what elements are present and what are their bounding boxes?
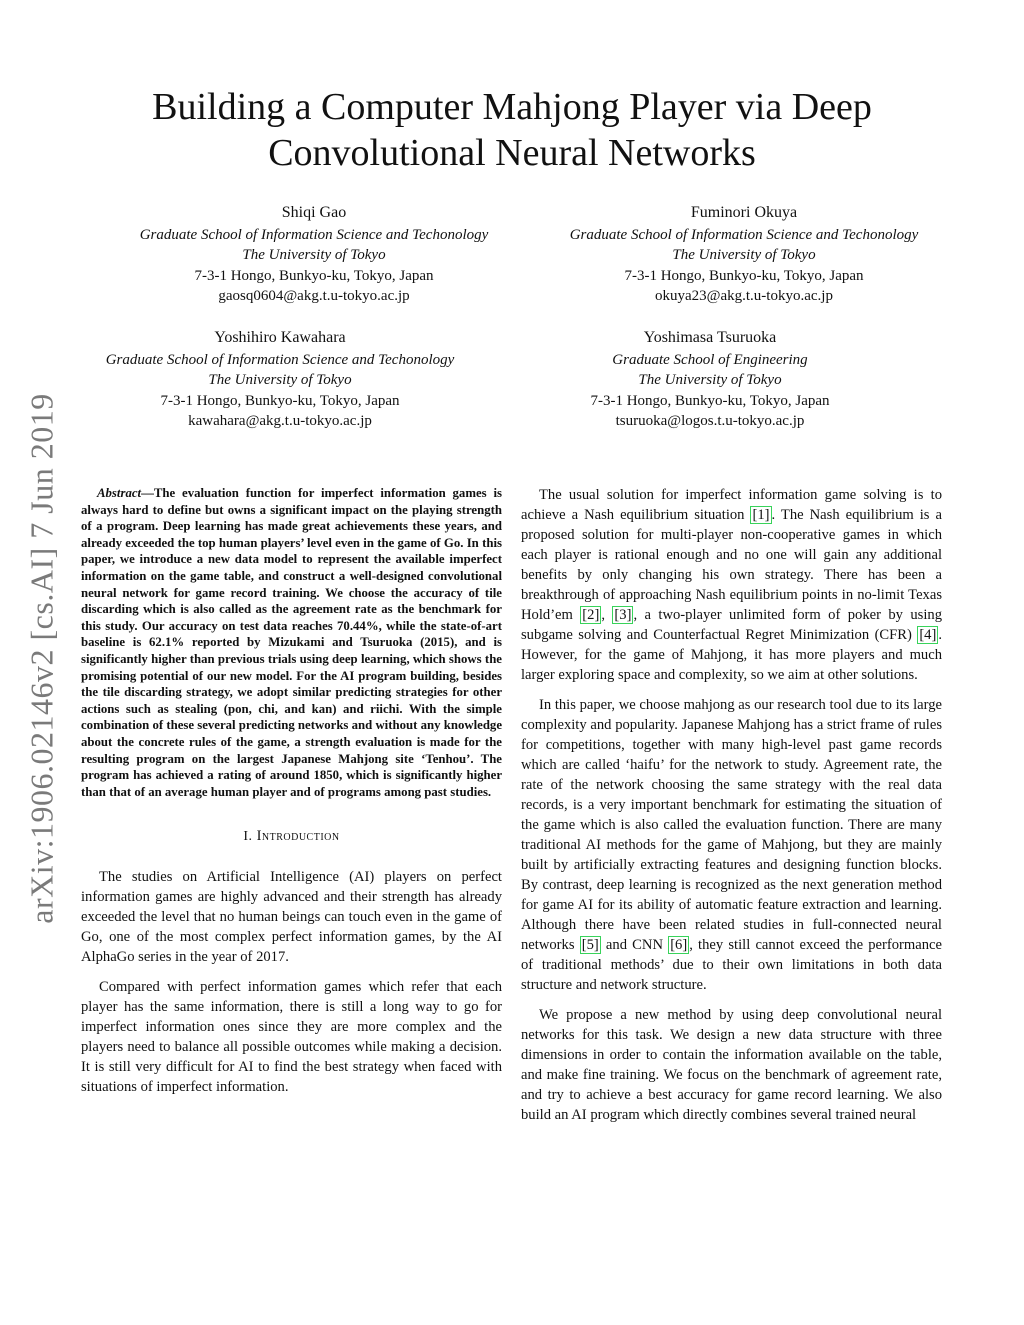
text-run: . However, for the game of Mahjong, it has more players and much larger exploring space and complexity, so we aim at other solutions. — [521, 627, 942, 683]
left-column — [81, 485, 502, 1107]
author-block-2 — [524, 203, 964, 307]
author-univ: The University of Tokyo — [672, 247, 816, 263]
text-run: , a two-player unlimited form of poker by using subgame solving and Counterfactual Regret Minimization (CFR) — [521, 607, 943, 643]
author-email: gaosq0604@akg.t.u-tokyo.ac.jp — [218, 288, 410, 304]
right-column — [521, 485, 942, 1135]
title-line-1: Building a Computer Mahjong Player via Deep — [152, 86, 872, 128]
author-block-4 — [490, 328, 930, 432]
citation-link-5[interactable]: [5] — [581, 937, 599, 953]
author-name: Yoshimasa Tsuruoka — [643, 329, 777, 346]
text-run: The usual solution for imperfect information game solving is to achieve a Nash equilibrium situation — [521, 487, 942, 523]
text-run: and CNN — [600, 937, 669, 953]
author-email: kawahara@akg.t.u-tokyo.ac.jp — [188, 413, 372, 429]
right-paragraph-1 — [521, 485, 942, 685]
text-run: , they still cannot exceed the performance of traditional methods’ due to their own limitations in both data structure and network structure. — [521, 937, 942, 993]
text-run: , — [601, 607, 613, 623]
citation-link-1[interactable]: [1] — [752, 507, 770, 523]
title-line-2: Convolutional Neural Networks — [268, 132, 756, 174]
citation-link-4[interactable]: [4] — [919, 627, 937, 643]
author-address: 7-3-1 Hongo, Bunkyo-ku, Tokyo, Japan — [160, 392, 400, 409]
author-block-1 — [94, 203, 534, 307]
author-email: tsuruoka@logos.t.u-tokyo.ac.jp — [615, 413, 805, 429]
author-name: Yoshihiro Kawahara — [214, 329, 346, 346]
section-number: I. — [243, 829, 253, 845]
author-dept: Graduate School of Information Science and Techonology — [569, 226, 919, 243]
text-run: In this paper, we choose mahjong as our research tool due to its large complexity and popularity. Japanese Mahjong has a strict frame of rules for competitions, together with many high-level past game records which are called ‘haifu’ for the network to study. Agreement rate, the rate of the network choosing the same strategy with the real data records, is a very important benchmark for estimating the situation of the game which is also called the evaluation function. There are many traditional AI methods for the game of Mahjong, but they are mainly built by artificially extracting features and designing function blocks. By contrast, deep learning is recognized as the next generation method for game AI for its ability of automatic feature extraction and learning. Although there have been related studies in full-connected neural networks — [521, 697, 942, 953]
citation-link-2[interactable]: [2] — [582, 607, 600, 623]
right-paragraph-2 — [521, 695, 942, 995]
author-address: 7-3-1 Hongo, Bunkyo-ku, Tokyo, Japan — [624, 267, 864, 284]
paper-title — [80, 84, 944, 176]
citation-link-6[interactable]: [6] — [670, 937, 688, 953]
section-title: Introduction — [256, 828, 340, 845]
text-run: . The Nash equilibrium is a proposed solution for multi-player non-cooperative games in which each player is rational enough and no one will gain any additional benefits by only changing his own strategy. There has been a breakthrough of approaching Nash equilibrium points in no-limit Texas Hold’em — [521, 507, 942, 623]
author-name: Fuminori Okuya — [690, 204, 798, 221]
author-dept: Graduate School of Information Science and Techonology — [139, 226, 489, 243]
arxiv-stamp — [18, 378, 66, 938]
author-block-3 — [60, 328, 500, 432]
author-univ: The University of Tokyo — [208, 372, 352, 388]
intro-paragraph-2: Compared with perfect information games which refer that each player has the same information, there is still a long way to go for imperfect information ones since they are more complex and the players need to balance all possible outcomes while making a decision. It is still very difficult for AI to find the best strategy when faced with situations of imperfect information. — [81, 979, 502, 1096]
author-email: okuya23@akg.t.u-tokyo.ac.jp — [655, 288, 833, 304]
citation-link-3[interactable]: [3] — [614, 607, 632, 623]
author-name: Shiqi Gao — [281, 204, 347, 221]
abstract-label: Abstract — [97, 486, 142, 500]
author-address: 7-3-1 Hongo, Bunkyo-ku, Tokyo, Japan — [194, 267, 434, 284]
right-paragraph-3: We propose a new method by using deep convolutional neural networks for this task. We design a new data structure with three dimensions in order to contain the information available on the table, and make fine training. We focus on the benchmark of agreement rate, and try to achieve a best accuracy for game record learning. We also build an AI program which directly combines several trained neural — [521, 1007, 942, 1123]
arxiv-stamp-text: arXiv:1906.02146v2 [cs.AI] 7 Jun 2019 — [23, 392, 60, 924]
author-univ: The University of Tokyo — [242, 247, 386, 263]
abstract-dash: — — [141, 486, 154, 500]
abstract-text: The evaluation function for imperfect information games is always hard to define but owns a significant impact on the playing strength of a program. Deep learning has made great achievements these years, and already exceeded the top human players’ level even in the game of Go. In this paper, we introduce a new data model to represent the available imperfect information on the game table, and construct a well-designed convolutional neural network for game record training. We choose the accuracy of tile discarding which is also called as the agreement rate as the benchmark for this study. Our accuracy on test data reaches 70.44%, while the state-of-art baseline is 62.1% reported by Mizukami and Tsuruoka (2015), and is significantly higher than previous trials using deep learning, which shows the promising potential of our new model. For the AI program building, besides the tile discarding strategy, we adopt similar predicting strategies for other actions such as stealing (pon, chi, and kan) and riichi. With the simple combination of these several predicting networks and without any knowledge about the concrete rules of the game, a strength evaluation is made for the resulting program on the largest Japanese Mahjong site ‘Tenhou’. The program has achieved a rating of around 1850, which is significantly higher than that of an average human player and of programs among past studies. — [81, 486, 503, 799]
author-dept: Graduate School of Engineering — [612, 351, 808, 368]
author-dept: Graduate School of Information Science and Techonology — [105, 351, 455, 368]
author-univ: The University of Tokyo — [638, 372, 782, 388]
abstract — [81, 485, 502, 800]
intro-paragraph-1: The studies on Artificial Intelligence (AI) players on perfect information games are highly advanced and their strength has already exceeded the level that no human beings can touch even in the game of Go, one of the most complex perfect information games, by the AI AlphaGo series in the year of 2017. — [81, 869, 502, 966]
author-address: 7-3-1 Hongo, Bunkyo-ku, Tokyo, Japan — [590, 392, 830, 409]
section-heading-introduction — [81, 826, 502, 847]
